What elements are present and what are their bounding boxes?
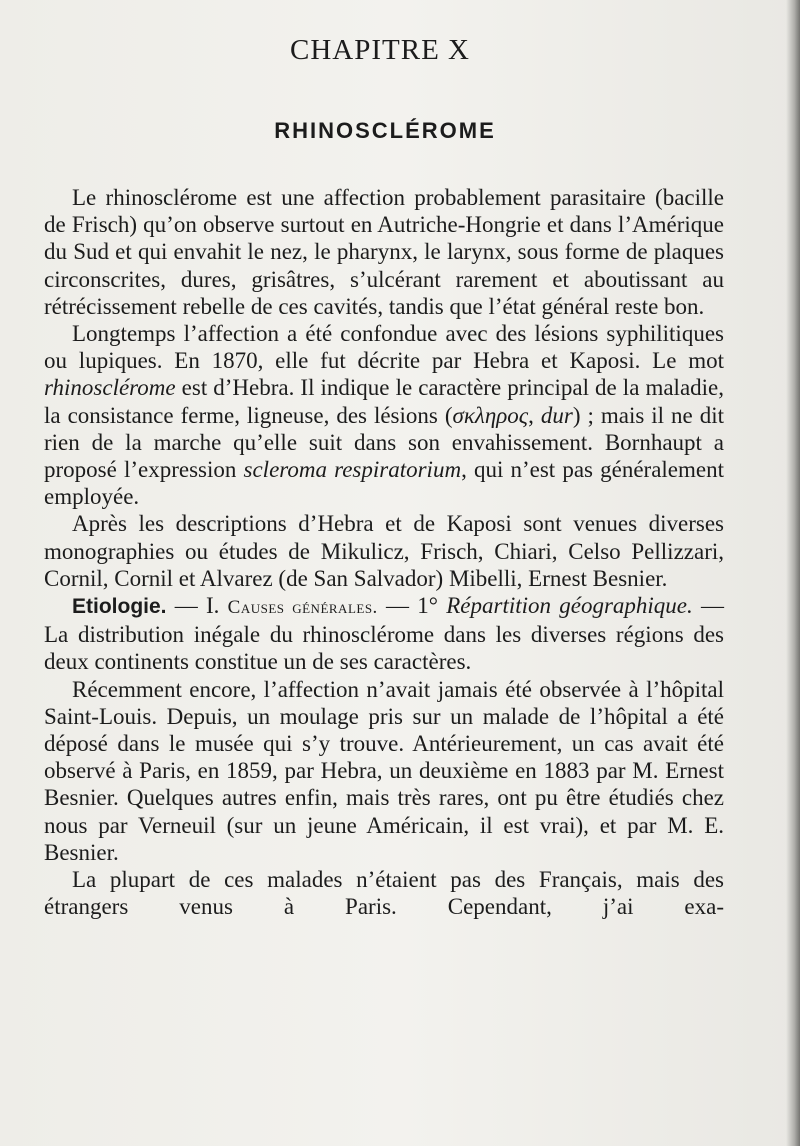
paragraph-4-text-c: — La distribution inégale du rhinosclérome dans les diverses régions des deux continents constitue un de ses caractères.: [44, 593, 725, 675]
chapter-title: RHINOSCLÉROME: [274, 118, 496, 143]
greek-term: σκληρος: [452, 402, 529, 428]
paragraph-4-text-a: — I.: [166, 593, 228, 619]
paragraph-2: [44, 320, 724, 510]
paragraph-4-text-b: — 1°: [377, 593, 447, 619]
term-scleroma: scleroma respiratorium: [243, 457, 462, 483]
page-edge-shadow: [786, 0, 800, 1146]
subsection-italic: Répartition géographique.: [446, 593, 693, 619]
paragraph-1: Le rhinosclérome est une affection probablement parasitaire (bacille de Frisch) qu’on observe surtout en Autriche-Hongrie et dans l’Amérique du Sud et qui envahit le nez, le pharynx, le larynx, sous forme de plaques circonscrites, dures, grisâtres, s’ulcérant rarement et aboutissant au rétrécissement rebelle de ces cavités, tandis que l’état général reste bon.: [44, 185, 724, 319]
section-small-caps: Causes générales.: [227, 597, 378, 619]
paragraph-2-text-g: ) ; mais il ne dit rien de la marche qu’elle suit dans son envahissement. Bornhaupt a proposé l’expression: [44, 402, 724, 483]
paragraph-2-text-i: , qui n’est pas généralement employée.: [44, 457, 724, 510]
paragraph-4: [44, 592, 724, 676]
section-run-in-heading: Etiologie.: [72, 595, 167, 619]
paragraph-2-text-e: ,: [528, 402, 541, 428]
paragraph-3: Après les descriptions d’Hebra et de Kaposi sont venues diverses monographies ou études de Mikulicz, Frisch, Chiari, Celso Pellizzari, Cornil, Cornil et Alvarez (de San Salvador) Mibelli, Ernest Besnier.: [44, 511, 724, 591]
paragraph-2-text-c: est d’Hebra. Il indique le caractère principal de la maladie, la consistance ferme, ligneuse, des lésions (: [44, 375, 724, 428]
paragraph-2-text-a: Longtemps l’affection a été confondue avec des lésions syphilitiques ou lupiques. En 1870, elle fut décrite par Hebra et Kaposi. Le mot: [44, 321, 724, 374]
term-rhinosclerome: rhinosclérome: [44, 375, 176, 401]
paragraph-6: La plupart de ces malades n’étaient pas des Français, mais des étrangers venus à Paris. Cependant, j’ai exa-: [44, 867, 724, 920]
body-text: [44, 184, 724, 920]
chapter-heading: CHAPITRE X: [290, 34, 470, 66]
term-dur: dur: [540, 402, 573, 428]
paragraph-5: Récemment encore, l’affection n’avait jamais été observée à l’hôpital Saint-Louis. Depuis, un moulage pris sur un malade de l’hôpital a été déposé dans le musée qui s’y trouve. Antérieurement, un cas avait été observé à Paris, en 1859, par Hebra, un deuxième en 1883 par M. Ernest Besnier. Quelques autres enfin, mais très rares, ont pu être étudiés chez nous par Verneuil (sur un jeune Américain, il est vrai), et par M. E. Besnier.: [44, 676, 724, 865]
